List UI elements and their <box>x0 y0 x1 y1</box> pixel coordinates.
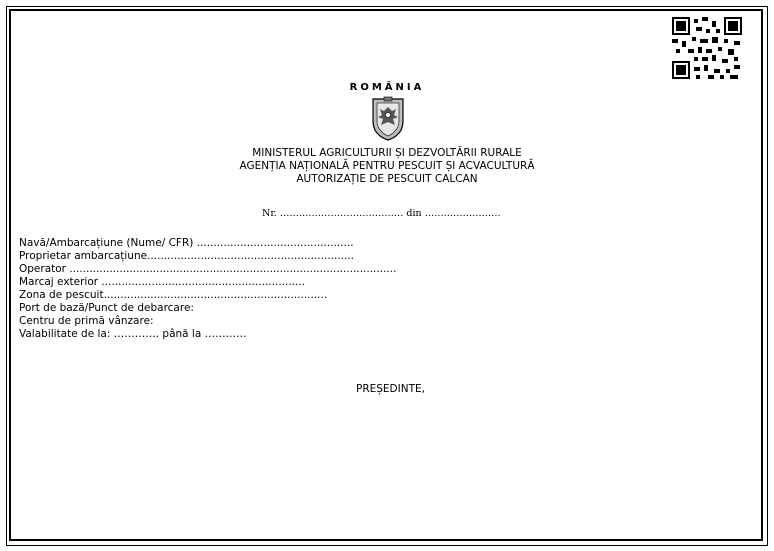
ministry-name: MINISTERUL AGRICULTURII ȘI DEZVOLTĂRII RURALE <box>252 147 522 159</box>
field-first-sale-center: Centru de primă vânzare: <box>19 315 154 327</box>
qr-code-icon <box>672 17 742 79</box>
field-external-marking: Marcaj exterior ............................................................. <box>19 276 306 288</box>
document-number-line: Nr. ………………………………… din …………………… <box>262 208 501 219</box>
coat-of-arms-icon <box>369 95 407 141</box>
field-operator: Operator .................................................................................................. <box>19 263 397 275</box>
document-title: AUTORIZAȚIE DE PESCUIT CALCAN <box>296 173 478 185</box>
field-vessel: Navă/Ambarcațiune (Nume/ CFR) ............................................... <box>19 237 354 249</box>
country-name: ROMÂNIA <box>349 82 425 93</box>
field-validity: Valabilitate de la: …………. până la ………… <box>19 328 247 340</box>
field-home-port: Port de bază/Punct de debarcare: <box>19 302 194 314</box>
field-owner: Proprietar ambarcațiune.............................................................. <box>19 250 355 262</box>
president-signature-label: PREȘEDINTE, <box>356 383 425 395</box>
agency-name: AGENȚIA NAȚIONALĂ PENTRU PESCUIT ȘI ACVACULTURĂ <box>239 160 535 172</box>
field-fishing-zone: Zona de pescuit................................................................... <box>19 289 328 301</box>
